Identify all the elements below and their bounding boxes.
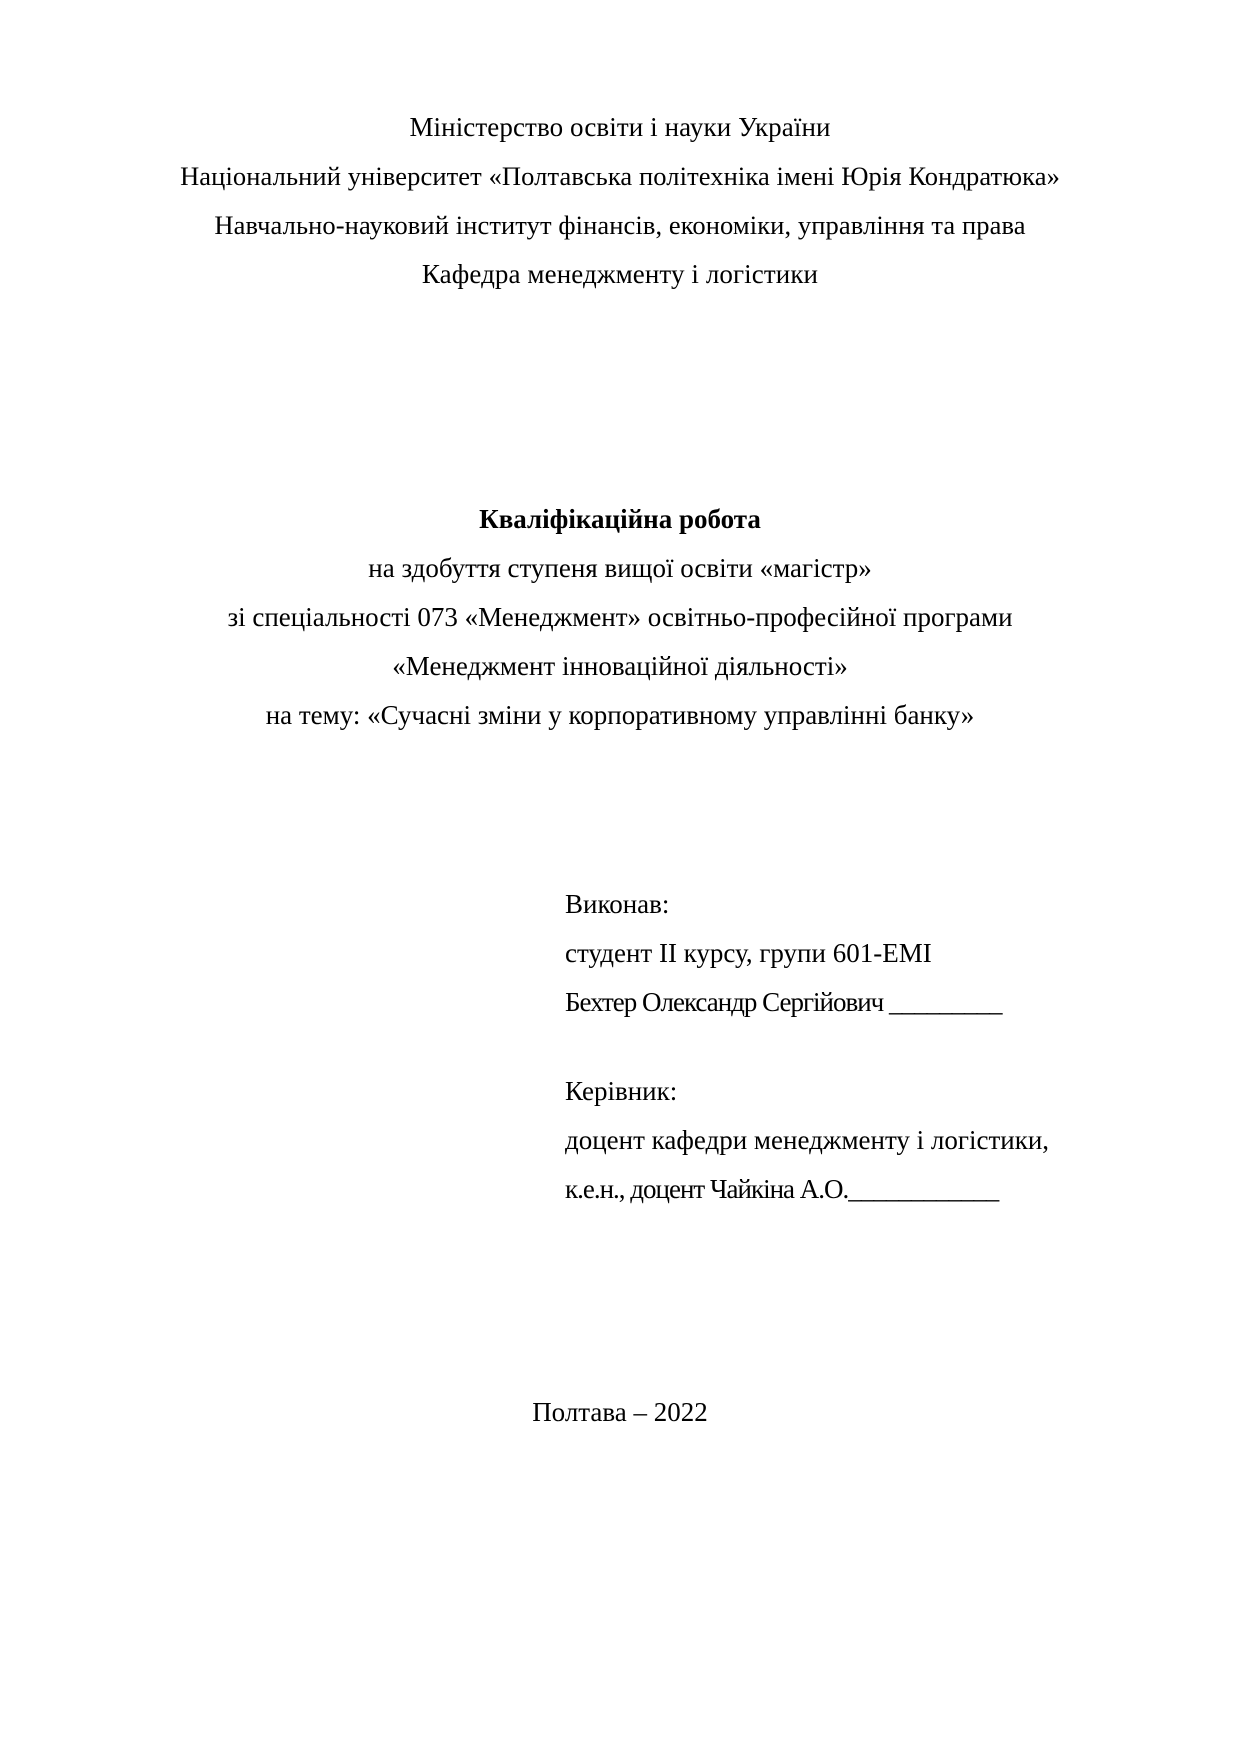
supervisor-label: Керівник: bbox=[565, 1076, 678, 1106]
footer-block bbox=[0, 1392, 1240, 1432]
degree-line: на здобуття ступеня вищої освіти «магістр» bbox=[368, 553, 872, 583]
signature-block bbox=[115, 880, 1125, 1214]
place-year: Полтава – 2022 bbox=[532, 1397, 708, 1427]
signature-spacer bbox=[565, 1027, 1125, 1067]
specialty-line: зі спеціальності 073 «Менеджмент» освітньо-професійної програми bbox=[227, 602, 1013, 632]
program-line: «Менеджмент інноваційної діяльності» bbox=[392, 651, 848, 681]
university-line: Національний університет «Полтавська політехніка імені Юрія Кондратюка» bbox=[180, 161, 1060, 191]
organization-block bbox=[115, 103, 1125, 299]
department-line: Кафедра менеджменту і логістики bbox=[421, 259, 819, 289]
author-group-line: студент II курсу, групи 601-ЕМІ bbox=[565, 938, 932, 968]
author-label: Виконав: bbox=[565, 889, 670, 919]
author-name-line: Бехтер Олександр Сергійович _________ bbox=[565, 987, 1002, 1017]
work-title: Кваліфікаційна робота bbox=[479, 504, 761, 534]
topic-line: на тему: «Сучасні зміни у корпоративному управлінні банку» bbox=[265, 700, 975, 730]
work-block bbox=[115, 495, 1125, 740]
institute-line: Навчально-науковий інститут фінансів, економіки, управління та права bbox=[214, 210, 1026, 240]
supervisor-position-line: доцент кафедри менеджменту і логістики, bbox=[565, 1125, 1050, 1155]
supervisor-name-line: к.е.н., доцент Чайкіна А.О.____________ bbox=[565, 1174, 999, 1204]
ministry-line: Міністерство освіти і науки України bbox=[409, 112, 831, 142]
